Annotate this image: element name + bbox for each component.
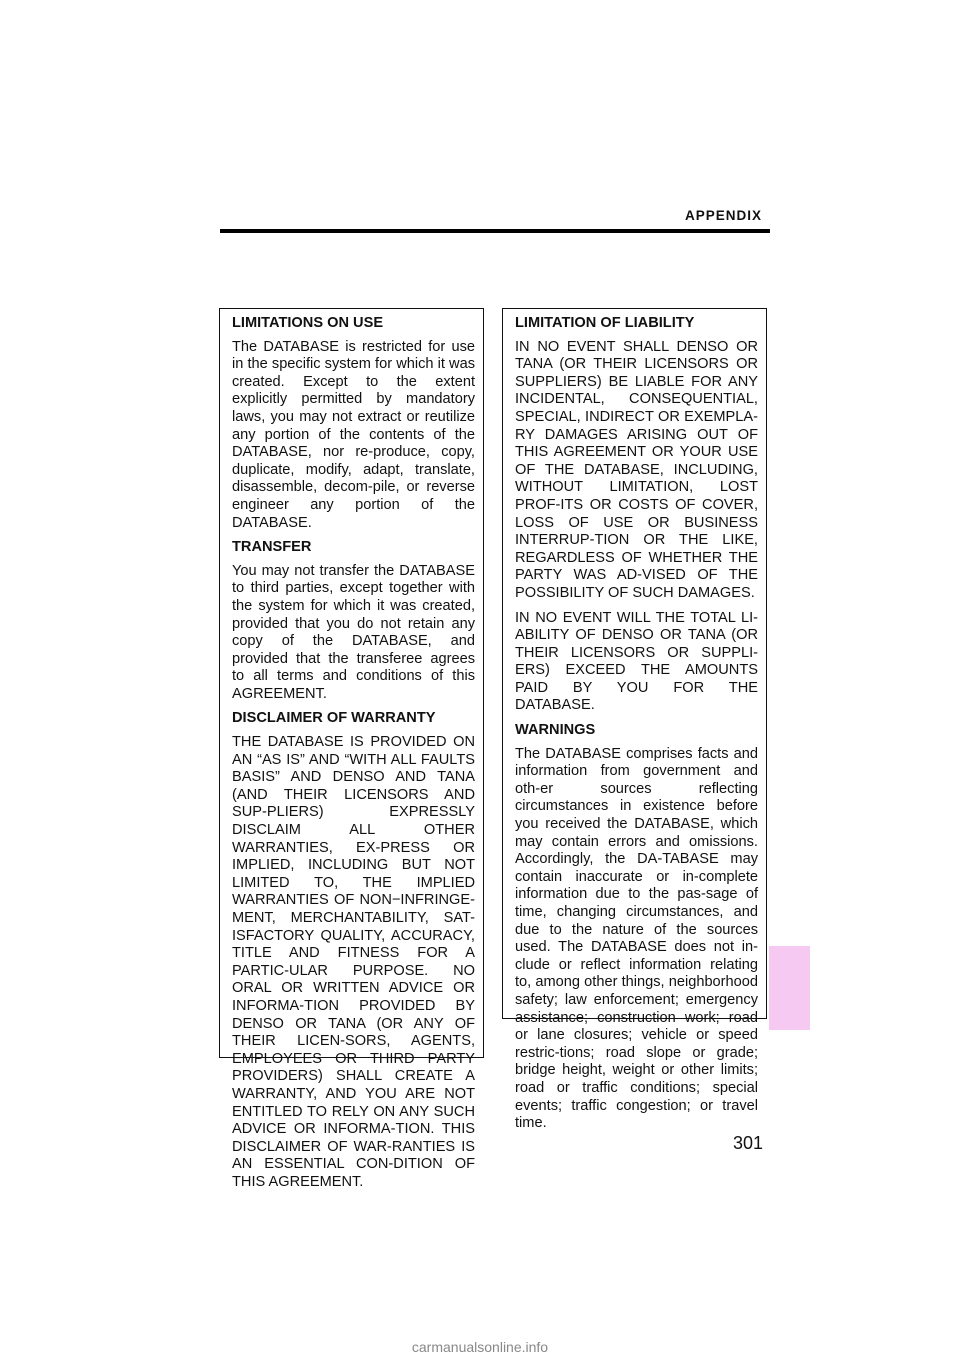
left-column-box: [219, 308, 484, 1190]
limitation-of-liability-heading: LIMITATION OF LIABILITY: [515, 315, 695, 331]
warnings-text: The DATABASE comprises facts and information from government and oth-er sources reflecting circumstances in existence before you received the DATABASE, which may contain errors and omissions. Accordingly, the DA-TABASE may contain inaccurate or in-complete information due to the pas-sage of time, changing circumstances, and due to the nature of the sources used. The DATABASE does not in-clude or reflect information relating to, among other things, neighborhood safety; law enforcement; emergency assistance; construction work; road or lane closures; vehicle or speed restric-tions; road slope or grade; bridge height, weight or other limits; road or traffic conditions; special events; traffic congestion; or travel time.: [515, 745, 758, 1132]
right-column-box: [502, 308, 767, 1132]
warnings-heading: WARNINGS: [515, 722, 596, 739]
section-title: APPENDIX: [684, 208, 762, 223]
disclaimer-heading: DISCLAIMER OF WARRANTY: [232, 710, 436, 727]
watermark: carmanualsonline.info: [411, 1339, 549, 1355]
limitations-on-use-heading: LIMITATIONS ON USE: [232, 315, 384, 331]
transfer-heading: TRANSFER: [232, 539, 312, 556]
page-number: 301: [732, 1133, 763, 1153]
transfer-text: You may not transfer the DATABASE to third parties, except together with the system for which it was created, provided that you do not retain any copy of the DATABASE, and provided that the transferee agrees to all terms and conditions of this AGREEMENT.: [232, 562, 475, 702]
total-liability-text: IN NO EVENT WILL THE TOTAL LI-ABILITY OF DENSO OR TANA (OR THEIR LICENSORS OR SUPPLI-ERS) EXCEED THE AMOUNTS PAID BY YOU FOR THE DATABASE.: [515, 609, 758, 714]
section-tab: [769, 946, 810, 1030]
header-divider: [220, 229, 770, 233]
disclaimer-text: THE DATABASE IS PROVIDED ON AN “AS IS” AND “WITH ALL FAULTS BASIS” AND DENSO AND TANA (AND THEIR LICENSORS AND SUP-PLIERS) EXPRESSLY DISCLAIM ALL OTHER WARRANTIES, EX-PRESS OR IMPLIED, INCLUDING BUT NOT LIMITED TO, THE IMPLIED WARRANTIES OF NON−INFRINGE-MENT, MERCHANTABILITY, SAT-ISFACTORY QUALITY, ACCURACY, TITLE AND FITNESS FOR A PARTIC-ULAR PURPOSE. NO ORAL OR WRITTEN ADVICE OR INFORMA-TION PROVIDED BY DENSO OR TANA (OR ANY OF THEIR LICEN-SORS, AGENTS, EMPLOYEES OR THIRD PARTY PROVIDERS) SHALL CREATE A WARRANTY, AND YOU ARE NOT ENTITLED TO RELY ON ANY SUCH ADVICE OR INFORMA-TION. THIS DISCLAIMER OF WAR-RANTIES IS AN ESSENTIAL CON-DITION OF THIS AGREEMENT.: [232, 734, 475, 1190]
limitation-of-liability-text: IN NO EVENT SHALL DENSO OR TANA (OR THEIR LICENSORS OR SUPPLIERS) BE LIABLE FOR ANY INCIDENTAL, CONSEQUENTIAL, SPECIAL, INDIRECT OR EXEMPLA-RY DAMAGES ARISING OUT OF THIS AGREEMENT OR YOUR USE OF THE DATABASE, INCLUDING, WITHOUT LIMITATION, LOST PROF-ITS OR COSTS OF COVER, LOSS OF USE OR BUSINESS INTERRUP-TION OR THE LIKE, REGARDLESS OF WHETHER THE PARTY WAS AD-VISED OF THE POSSIBILITY OF SUCH DAMAGES.: [515, 338, 758, 601]
limitations-on-use-text: The DATABASE is restricted for use in the specific system for which it was created. Except to the extent explicitly permitted by mandatory laws, you may not extract or reutilize any portion of the contents of the DATABASE, nor re-produce, copy, duplicate, modify, adapt, translate, disassemble, decom-pile, or reverse engineer any portion of the DATABASE.: [232, 338, 475, 531]
